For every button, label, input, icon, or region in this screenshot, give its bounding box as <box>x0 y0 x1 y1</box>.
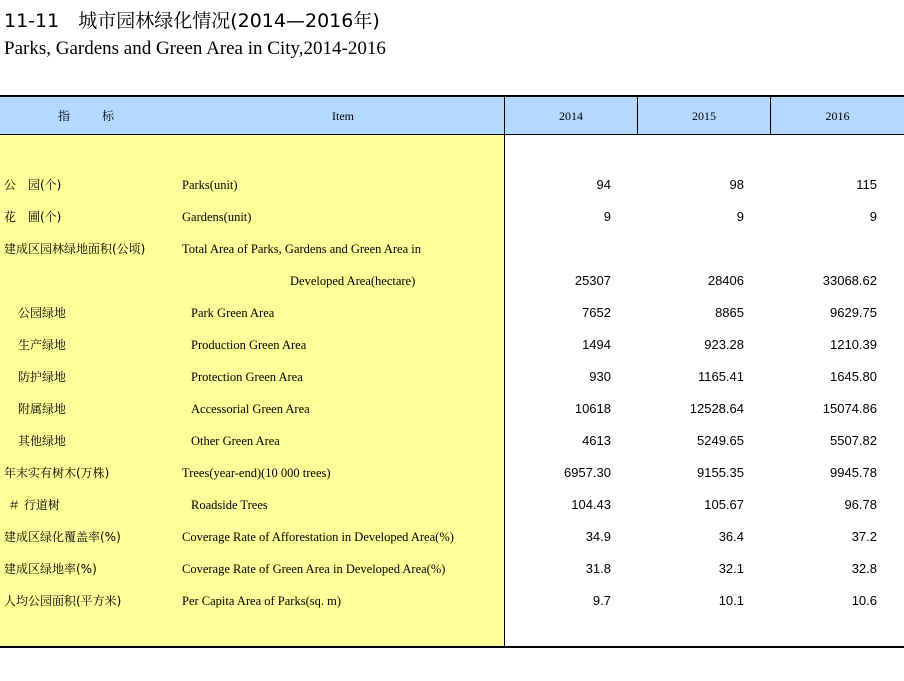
row-label-chinese: 公园绿地 <box>18 306 67 320</box>
value-cell-2014: 25307 <box>574 273 611 288</box>
value-cell-2015: 5249.65 <box>697 433 744 448</box>
value-cell-2015: 10.1 <box>718 593 744 608</box>
table-header <box>0 95 904 135</box>
value-cell-2016: 9945.78 <box>830 465 877 480</box>
value-cell-2016: 32.8 <box>851 561 877 576</box>
header-indicator: 指 标 <box>57 109 124 123</box>
table-row <box>0 201 904 233</box>
value-cell-2015: 923.28 <box>704 337 744 352</box>
value-cell-2015: 105.67 <box>704 497 744 512</box>
table-bottom-rule <box>0 646 904 648</box>
value-cell-2015: 9155.35 <box>697 465 744 480</box>
header-year-2014: 2014 <box>559 109 583 123</box>
value-cell-2014: 4613 <box>582 433 611 448</box>
value-cell-2014: 1494 <box>582 337 611 352</box>
value-cell-2014: 31.8 <box>585 561 611 576</box>
row-label-chinese: 其他绿地 <box>18 434 67 448</box>
row-label-chinese: 防护绿地 <box>18 370 67 384</box>
value-cell-2016: 15074.86 <box>822 401 877 416</box>
value-cell-2014: 9.7 <box>592 593 611 608</box>
table-row <box>0 361 904 393</box>
row-label-english: Developed Area(hectare) <box>290 274 416 288</box>
row-label-chinese: 人均公园面积(平方米) <box>4 594 122 608</box>
value-cell-2015: 32.1 <box>718 561 744 576</box>
table-row <box>0 425 904 457</box>
table-row <box>0 457 904 489</box>
value-cell-2014: 6957.30 <box>564 465 611 480</box>
row-label-english: Other Green Area <box>191 434 280 448</box>
table-row <box>0 521 904 553</box>
value-cell-2015: 1165.41 <box>697 369 744 384</box>
value-cell-2014: 9 <box>603 209 611 224</box>
table-row <box>0 233 904 265</box>
value-cell-2014: 34.9 <box>585 529 611 544</box>
table-row <box>0 585 904 617</box>
value-cell-2016: 10.6 <box>851 593 877 608</box>
table-row <box>0 553 904 585</box>
header-year-2016: 2016 <box>825 109 850 123</box>
value-cell-2014: 10618 <box>574 401 611 416</box>
value-cell-2016: 9 <box>869 209 877 224</box>
row-label-english: Park Green Area <box>191 306 275 320</box>
row-label-english: Coverage Rate of Green Area in Developed Area(%) <box>182 562 446 576</box>
table-row <box>0 489 904 521</box>
value-cell-2016: 9629.75 <box>830 305 877 320</box>
row-label-chinese: 建成区绿地率(%) <box>4 562 97 576</box>
value-cell-2015: 98 <box>729 177 744 192</box>
value-cell-2015: 36.4 <box>718 529 744 544</box>
row-label-english: Parks(unit) <box>182 178 238 192</box>
row-label-chinese: 花 圃(个) <box>4 210 62 224</box>
header-year-2015: 2015 <box>692 109 716 123</box>
table-row <box>0 393 904 425</box>
data-table <box>0 95 904 648</box>
column-divider <box>770 95 771 135</box>
value-cell-2015: 12528.64 <box>689 401 744 416</box>
value-cell-2016: 37.2 <box>851 529 877 544</box>
value-cell-2014: 930 <box>589 369 611 384</box>
row-label-english: Roadside Trees <box>191 498 268 512</box>
row-label-english: Gardens(unit) <box>182 210 252 224</box>
value-cell-2016: 1210.39 <box>830 337 877 352</box>
row-label-english: Accessorial Green Area <box>191 402 310 416</box>
row-label-chinese: 建成区绿化覆盖率(%) <box>4 530 121 544</box>
table-row <box>0 297 904 329</box>
row-label-chinese: 附属绿地 <box>18 402 67 416</box>
value-cell-2014: 7652 <box>582 305 611 320</box>
table-row <box>0 169 904 201</box>
page-title-chinese: 11-11 城市园林绿化情况(2014—2016年) <box>4 10 380 32</box>
value-cell-2016: 1645.80 <box>830 369 877 384</box>
row-label-english: Production Green Area <box>191 338 307 352</box>
row-label-english: Coverage Rate of Afforestation in Developed Area(%) <box>182 530 454 544</box>
row-label-chinese: 建成区园林绿地面积(公顷) <box>4 242 146 256</box>
row-label-english: Protection Green Area <box>191 370 303 384</box>
row-label-english: Trees(year-end)(10 000 trees) <box>182 466 331 480</box>
value-cell-2014: 94 <box>596 177 611 192</box>
value-cell-2015: 8865 <box>715 305 744 320</box>
value-cell-2016: 5507.82 <box>830 433 877 448</box>
value-cell-2016: 96.78 <box>844 497 877 512</box>
column-divider <box>637 95 638 135</box>
value-cell-2016: 33068.62 <box>822 273 877 288</box>
table-row <box>0 265 904 297</box>
page-title-english: Parks, Gardens and Green Area in City,2014-2016 <box>4 38 386 59</box>
row-label-english: Total Area of Parks, Gardens and Green Area in <box>182 242 421 256</box>
table-row <box>0 329 904 361</box>
row-label-chinese: 年末实有树木(万株) <box>4 466 110 480</box>
value-cell-2015: 28406 <box>707 273 744 288</box>
row-label-english: Per Capita Area of Parks(sq. m) <box>182 594 341 608</box>
row-label-chinese: 公 园(个) <box>4 178 62 192</box>
header-item: Item <box>332 109 354 123</box>
row-label-chinese: 生产绿地 <box>18 338 67 352</box>
value-cell-2015: 9 <box>736 209 744 224</box>
value-cell-2014: 104.43 <box>571 497 611 512</box>
row-label-chinese: ＃ 行道树 <box>8 498 60 512</box>
value-cell-2016: 115 <box>856 177 877 192</box>
